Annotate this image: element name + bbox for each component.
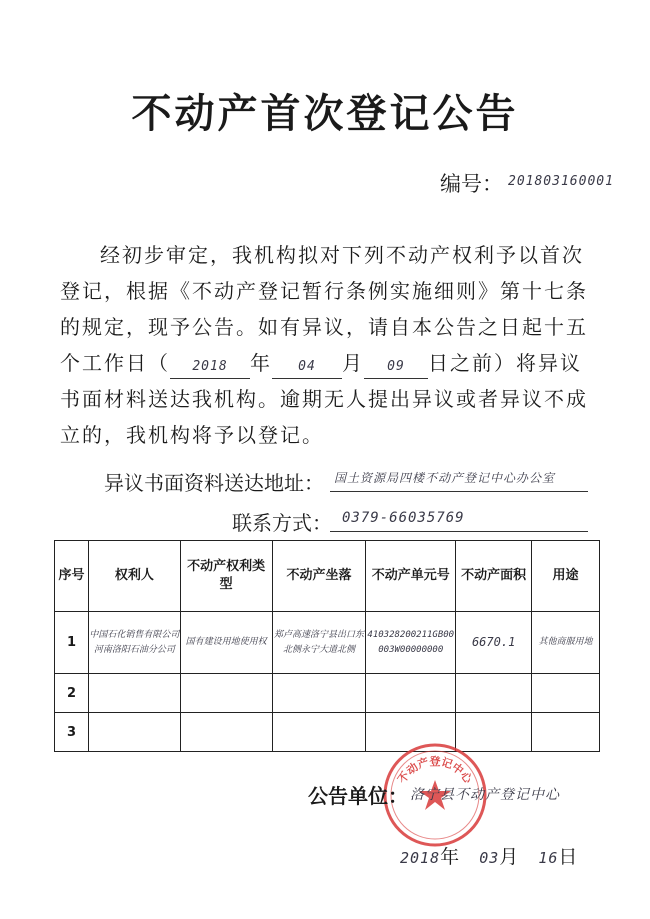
announcement-date [400, 842, 577, 869]
cell-location: 郑卢高速洛宁县出口东北侧永宁大道北侧 [272, 612, 366, 674]
date-day-unit: 日 [558, 846, 578, 868]
announcer-signature: 洛宁县不动产登记中心 [410, 787, 560, 803]
header-use: 用途 [532, 541, 600, 612]
date-day: 16 [538, 849, 559, 867]
header-unit-no: 不动产单元号 [366, 541, 456, 612]
cell-holder [88, 674, 180, 713]
body-line-deadline [60, 345, 600, 381]
cell-unit-no [366, 674, 456, 713]
cell-right-type: 国有建设用地使用权 [180, 612, 272, 674]
registration-table [54, 540, 600, 752]
table-row [55, 612, 600, 674]
table-row [55, 713, 600, 752]
address-field [330, 467, 588, 492]
cell-area [456, 674, 532, 713]
cell-right-type [180, 674, 272, 713]
date-month: 03 [479, 849, 500, 867]
date-year: 2018 [400, 849, 441, 867]
cell-no: 1 [55, 612, 89, 674]
cell-right-type [180, 713, 272, 752]
cell-holder [88, 713, 180, 752]
body-line: 的规定，现予公告。如有异议，请自本公告之日起十五 [60, 315, 588, 339]
cell-no: 3 [55, 713, 89, 752]
body-line: 登记，根据《不动产登记暂行条例实施细则》第十七条 [60, 279, 588, 303]
serial-value: 201803160001 [508, 174, 614, 189]
seal-text: 不动产登记中心 [395, 755, 475, 786]
contact-value: 0379-66035769 [342, 510, 465, 526]
cell-unit-no: 410328200211GB00003W00000000 [366, 612, 456, 674]
month-unit: 月 [342, 351, 364, 375]
table-row [55, 674, 600, 713]
cell-use: 其他商服用地 [532, 612, 600, 674]
address-value: 国土资源局四楼不动产登记中心办公室 [334, 471, 556, 485]
body-paragraph [60, 237, 600, 453]
deadline-prefix: 个工作日（ [60, 351, 170, 375]
deadline-day-field [364, 352, 428, 379]
table-header-row [55, 541, 600, 612]
deadline-day: 09 [387, 359, 405, 374]
body-line: 书面材料送达我机构。逾期无人提出异议或者异议不成 [60, 387, 588, 411]
header-no: 序号 [55, 541, 89, 612]
cell-area: 6670.1 [456, 612, 532, 674]
header-location: 不动产坐落 [272, 541, 366, 612]
contact-label: 联系方式： [232, 511, 332, 535]
cell-location [272, 713, 366, 752]
cell-use [532, 674, 600, 713]
cell-location [272, 674, 366, 713]
serial-label: 编号： [440, 172, 503, 196]
deadline-year-field [170, 352, 250, 379]
date-year-unit: 年 [440, 846, 460, 868]
cell-no: 2 [55, 674, 89, 713]
year-unit: 年 [250, 351, 272, 375]
header-right-type: 不动产权利类型 [180, 541, 272, 612]
deadline-month: 04 [298, 359, 316, 374]
contact-field [330, 507, 588, 532]
deadline-year: 2018 [192, 359, 228, 374]
announcer-label: 公告单位： [308, 784, 408, 808]
deadline-suffix: 日之前）将异议 [428, 351, 582, 375]
cell-use [532, 713, 600, 752]
body-line: 立的，我机构将予以登记。 [60, 423, 324, 447]
body-line: 经初步审定，我机构拟对下列不动产权利予以首次 [100, 243, 584, 267]
header-holder: 权利人 [88, 541, 180, 612]
address-label: 异议书面资料送达地址： [104, 471, 324, 495]
page-title: 不动产首次登记公告 [131, 91, 519, 137]
deadline-month-field [272, 352, 342, 379]
serial-number [440, 168, 614, 198]
header-area: 不动产面积 [456, 541, 532, 612]
date-month-unit: 月 [499, 846, 519, 868]
cell-holder: 中国石化销售有限公司河南洛阳石油分公司 [88, 612, 180, 674]
